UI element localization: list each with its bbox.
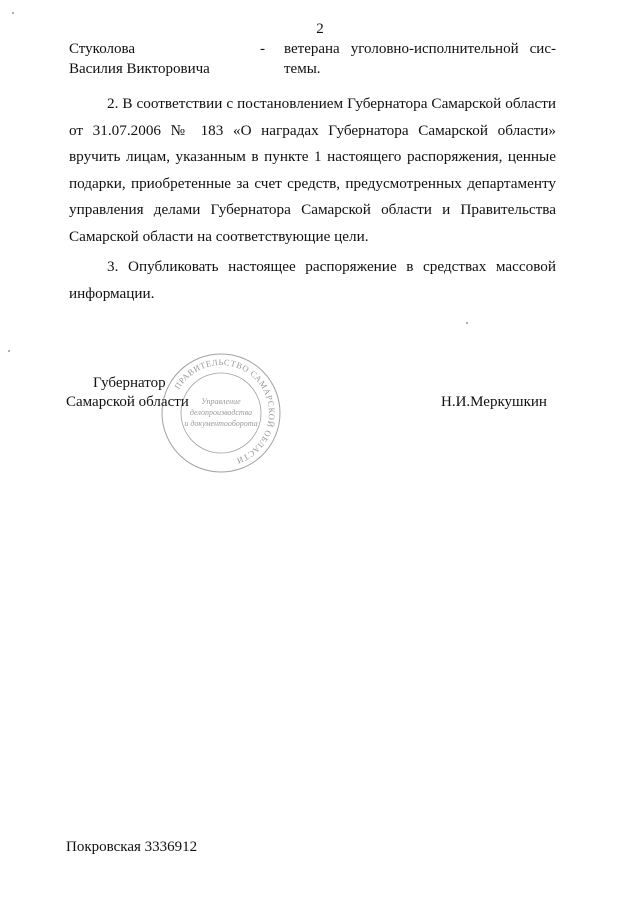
executor-footer: Покровская 3336912	[66, 839, 198, 855]
page-number: 2	[316, 21, 324, 37]
scan-speck	[466, 322, 468, 324]
scan-speck	[8, 350, 10, 352]
award-description-line1: ветерана уголовно-исполнительной сис-	[284, 41, 556, 57]
award-name-line1: Стуколова	[69, 41, 136, 57]
official-stamp	[160, 352, 282, 474]
paragraph-3: 3. Опубликовать настоящее распоряжение в средствах массовой информации.	[69, 258, 556, 302]
signatory-title-line2: Самарской области	[66, 394, 189, 410]
scan-speck	[12, 12, 14, 14]
signatory-title-line1: Губернатор	[93, 375, 166, 391]
stamp-inner-line3: и документооборота	[184, 419, 258, 428]
signatory-name: Н.И.Меркушкин	[441, 394, 547, 410]
award-description-line2: темы.	[284, 61, 321, 77]
award-dash: -	[260, 41, 265, 57]
award-name-line2: Василия Викторовича	[69, 61, 210, 77]
stamp-inner-line1: Управление	[201, 397, 241, 406]
stamp-outer-text: ПРАВИТЕЛЬСТВО САМАРСКОЙ ОБЛАСТИ	[172, 356, 278, 467]
paragraph-2: 2. В соответствии с постановлением Губернатора Самарской области от 31.07.2006 № 183 «О наградах Губернатора Самарской области» вручить лицам, указанным в пункте 1 настоящего распоряжения, ценные подарки, приобретенные за счет средств, предусмотренных департаменту управления делами Губернатора Самарской области и Правительства Самарской области на соответствующие цели.	[69, 95, 556, 245]
stamp-inner-line2: делопроизводства	[189, 408, 253, 417]
